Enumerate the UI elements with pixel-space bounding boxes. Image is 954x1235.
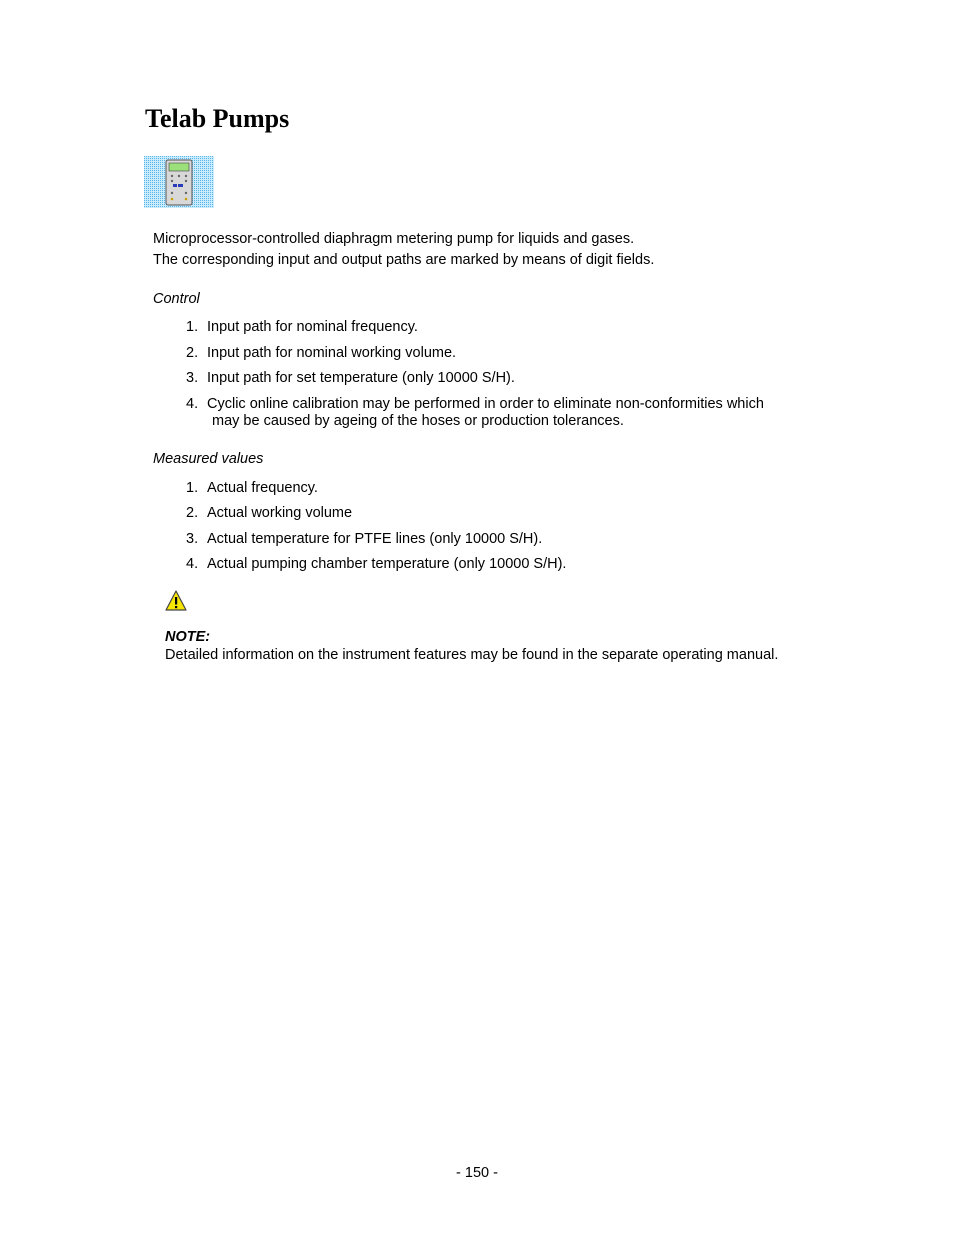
note-text: Detailed information on the instrument features may be found in the separate operating manual.: [165, 647, 779, 663]
item-number: 1.: [186, 319, 199, 335]
item-number: 1.: [186, 480, 199, 496]
item-text: Input path for nominal frequency.: [207, 319, 418, 335]
item-number: 3.: [186, 531, 199, 547]
item-number: 2.: [186, 505, 199, 521]
item-number: 2.: [186, 345, 199, 361]
control-list: [186, 319, 764, 430]
item-number: 3.: [186, 370, 199, 386]
page-number: - 150 -: [456, 1165, 498, 1181]
item-text-continuation: may be caused by ageing of the hoses or production tolerances.: [212, 413, 624, 429]
list-item: [186, 505, 566, 522]
item-text: Actual pumping chamber temperature (only 10000 S/H).: [207, 556, 567, 572]
measured-values-list: [186, 480, 566, 573]
intro-text: [153, 229, 654, 271]
item-text: Actual working volume: [207, 505, 353, 521]
pump-controller-icon: [144, 156, 214, 208]
item-text: Cyclic online calibration may be performed in order to eliminate non-conformities which: [207, 396, 764, 412]
intro-line: The corresponding input and output paths are marked by means of digit fields.: [153, 252, 655, 268]
list-item: [186, 370, 764, 387]
measured-values-heading: Measured values: [153, 451, 264, 467]
item-number: 4.: [186, 396, 199, 412]
item-text: Actual frequency.: [207, 480, 318, 496]
control-heading: Control: [153, 291, 200, 307]
page-title: Telab Pumps: [145, 104, 290, 133]
item-text: Input path for set temperature (only 10000 S/H).: [207, 370, 515, 386]
warning-triangle-icon: [165, 590, 187, 612]
intro-line: Microprocessor-controlled diaphragm metering pump for liquids and gases.: [153, 231, 635, 247]
list-item: [186, 531, 566, 548]
note-label: NOTE:: [165, 629, 211, 645]
item-text: Input path for nominal working volume.: [207, 345, 457, 361]
list-item: [186, 319, 764, 336]
item-number: 4.: [186, 556, 199, 572]
list-item: [186, 345, 764, 362]
list-item: [186, 396, 764, 430]
list-item: [186, 480, 566, 497]
item-text: Actual temperature for PTFE lines (only 10000 S/H).: [207, 531, 543, 547]
list-item: [186, 556, 566, 573]
